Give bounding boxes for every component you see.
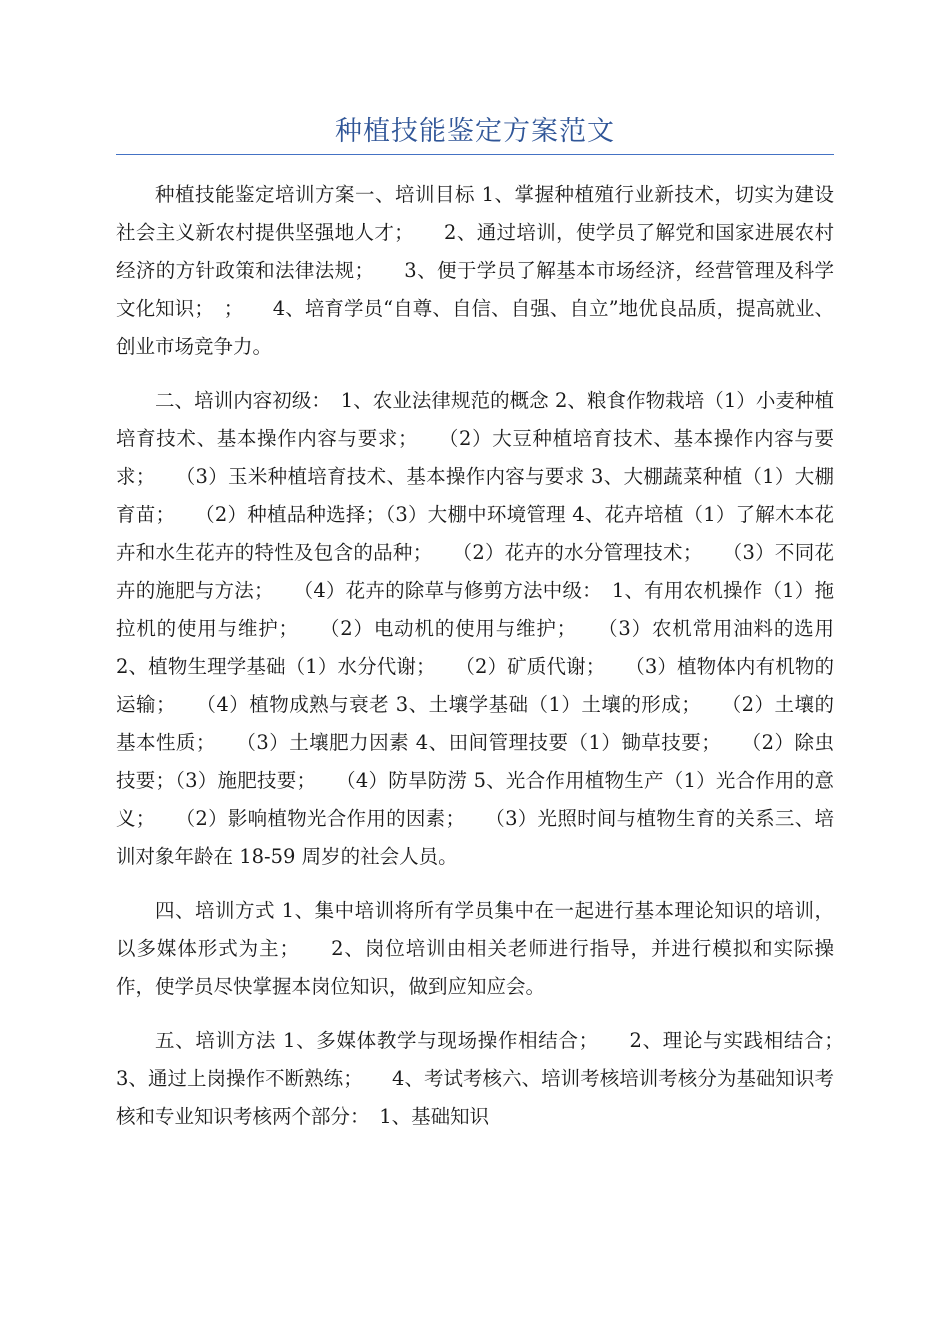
title-underline xyxy=(116,154,834,155)
paragraph-training-mode: 四、培训方式 1、集中培训将所有学员集中在一起进行基本理论知识的培训，以多媒体形式为主； 2、岗位培训由相关老师进行指导，并进行模拟和实际操作，使学员尽快掌握本岗位知识，做到应知应会。 xyxy=(116,899,834,998)
document-body xyxy=(116,176,874,1152)
paragraph-training-goals: 种植技能鉴定培训方案一、培训目标 1、掌握种植殖行业新技术，切实为建设社会主义新农村提供坚强地人才； 2、通过培训，使学员了解党和国家进展农村经济的方针政策和法律法规； 3、便于学员了解基本市场经济，经营管理及科学文化知识； ； 4、培育学员“自尊、自信、自强、自立”地优良品质，提高就业、创业市场竞争力。 xyxy=(116,183,834,358)
paragraph-training-method: 五、培训方法 1、多媒体教学与现场操作相结合； 2、理论与实践相结合； 3、通过上岗操作不断熟练； 4、考试考核六、培训考核培训考核分为基础知识考核和专业知识考核两个部分： 1、基础知识 xyxy=(116,1029,874,1128)
paragraph-training-content: 二、培训内容初级： 1、农业法律规范的概念 2、粮食作物栽培（1）小麦种植培育技术、基本操作内容与要求； （2）大豆种植培育技术、基本操作内容与要求； （3）玉米种植培育技术、基本操作内容与要求 3、大棚蔬菜种植（1）大棚育苗； （2）种植品种选择；（3）大棚中环境管理 4、花卉培植（1）了解木本花卉和水生花卉的特性及包含的品种； （2）花卉的水分管理技术； （3）不同花卉的施肥与方法； （4）花卉的除草与修剪方法中级： 1、有用农机操作（1）拖拉机的使用与维护； （2）电动机的使用与维护； （3）农机常用油料的选用 2、植物生理学基础（1）水分代谢； （2）矿质代谢； （3）植物体内有机物的运输； （4）植物成熟与衰老 3、土壤学基础（1）土壤的形成； （2）土壤的基本性质； （3）土壤肥力因素 4、田间管理技要（1）锄草技要； （2）除虫技要；（3）施肥技要； （4）防旱防涝 5、光合作用植物生产（1）光合作用的意义； （2）影响植物光合作用的因素； （3）光照时间与植物生育的关系三、培训对象年龄在 18-59 周岁的社会人员。 xyxy=(116,389,841,868)
document-title: 种植技能鉴定方案范文 xyxy=(335,116,615,147)
